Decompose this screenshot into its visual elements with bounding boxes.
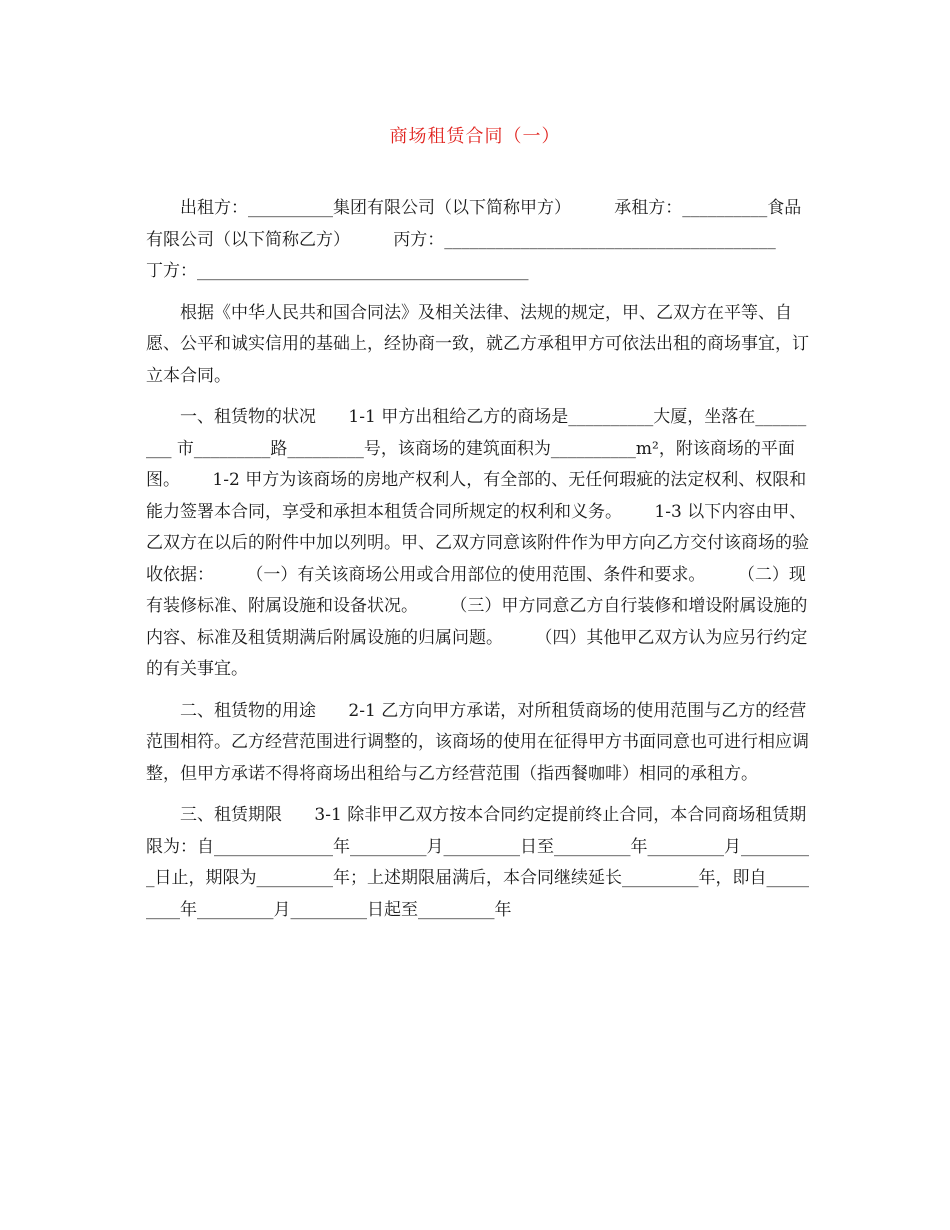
section-3-paragraph: 三、租赁期限 3-1 除非甲乙双方按本合同约定提前终止合同，本合同商场租赁期限为：自______________年_________月_________日至_________年_________月_________日止，期限为_________年；上述期限届满后，本合同继续延长_________年，即自_________年_________月_________日起至_________年 [146,805,809,920]
section-2-paragraph: 二、租赁物的用途 2-1 乙方向甲方承诺，对所租赁商场的使用范围与乙方的经营范围相符。乙方经营范围进行调整的，该商场的使用在征得甲方书面同意也可进行相应调整，但甲方承诺不得将商场出租给与乙方经营范围（指西餐咖啡）相同的承租方。 [146,700,809,784]
preamble-paragraph: 根据《中华人民共和国合同法》及相关法律、法规的规定，甲、乙双方在平等、自愿、公平和诚实信用的基础上，经协商一致，就乙方承租甲方可依法出租的商场事宜，订立本合同。 [146,302,809,386]
parties-paragraph: 出租方：__________集团有限公司（以下简称甲方） 承租方：__________食品有限公司（以下简称乙方） 丙方：_______________________________________ 丁方：_______________________________________ [146,198,819,281]
section-1-paragraph: 一、租赁物的状况 1-1 甲方出租给乙方的商场是__________大厦，坐落在_________ 市_________路_________号，该商场的建筑面积为__________m²，附该商场的平面图。 1-2 甲方为该商场的房地产权利人，有全部的、无任何瑕疵的法定权利、权限和能力签署本合同，享受和承担本租赁合同所规定的权利和义务。 1-3 以下内容由甲、乙双方在以后的附件中加以列明。甲、乙双方同意该附件作为甲方向乙方交付该商场的验收依据： （一）有关该商场公用或合用部位的使用范围、条件和要求。 （二）现有装修标准、附属设施和设备状况。 （三）甲方同意乙方自行装修和增设附属设施的内容、标准及租赁期满后附属设施的归属问题。 （四）其他甲乙双方认为应另行约定的有关事宜。 [146,407,809,679]
document-body [146,193,819,936]
document-title: 商场租赁合同（一） [389,126,561,147]
